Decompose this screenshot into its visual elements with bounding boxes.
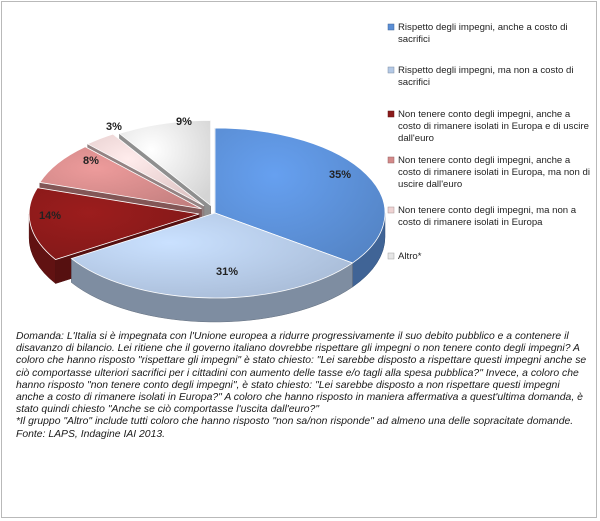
legend-swatch-2	[388, 67, 394, 73]
data-label-6: 9%	[176, 116, 192, 128]
data-label-5: 3%	[106, 121, 122, 133]
footnote-text: *Il gruppo "Altro" include tutti coloro che hanno risposto "non sa/non risponde" ad almeno una delle sopracitate domande.	[16, 416, 574, 428]
legend-swatch-1	[388, 24, 394, 30]
legend-swatch-3	[388, 111, 394, 117]
chart-notes	[16, 331, 590, 441]
data-label-1: 35%	[328, 169, 352, 181]
data-label-2: 31%	[215, 266, 239, 278]
legend-swatch-5	[388, 207, 394, 213]
legend-label-6: Altro*	[398, 251, 422, 262]
legend-label-5: Non tenere conto degli impegni, ma non a costo di rimanere isolati in Europa	[398, 205, 577, 228]
data-label-4: 8%	[83, 155, 99, 167]
legend-swatch-6	[388, 253, 394, 259]
source-text: Fonte: LAPS, Indagine IAI 2013.	[16, 428, 166, 440]
legend-label-3: Non tenere conto degli impegni, anche a costo di rimanere isolati in Europa e di uscire dall'euro	[398, 109, 589, 144]
legend-label-2: Rispetto degli impegni, ma non a costo di sacrifici	[398, 65, 574, 88]
legend-swatch-4	[388, 157, 394, 163]
question-text: Domanda: L'Italia si è impegnata con l'Unione europea a ridurre progressivamente il suo debito pubblico e a contenere il disavanzo di bilancio. Lei ritiene che il governo italiano dovrebbe rispettare gli impegni o non tenere conto degli impegni? A coloro che hanno risposto "rispettare gli impegni" è stato chiesto: "Lei sarebbe disposto a rispettare questi impegni anche se ciò comportasse ulteriori sacrifici per i cittadini con aumento delle tasse e/o tagli alla spesa pubblica?" Invece, a coloro che hanno risposto "non tenere conto degli impegni", è stato chiesto: "Lei sarebbe disposto a non rispettare questi impegni anche a costo di rimanere isolati in Europa?" A coloro che hanno risposto in maniera affermativa a quest'ultima domanda, è stato quindi chiesto "Anche se ciò comportasse l'uscita dall'euro?"	[16, 331, 587, 416]
data-label-3: 14%	[38, 210, 62, 222]
legend-label-1: Rispetto degli impegni, anche a costo di sacrifici	[398, 22, 568, 45]
legend-label-4: Non tenere conto degli impegni, anche a costo di rimanere isolati in Europa, ma non di uscire dall'euro	[398, 155, 590, 190]
